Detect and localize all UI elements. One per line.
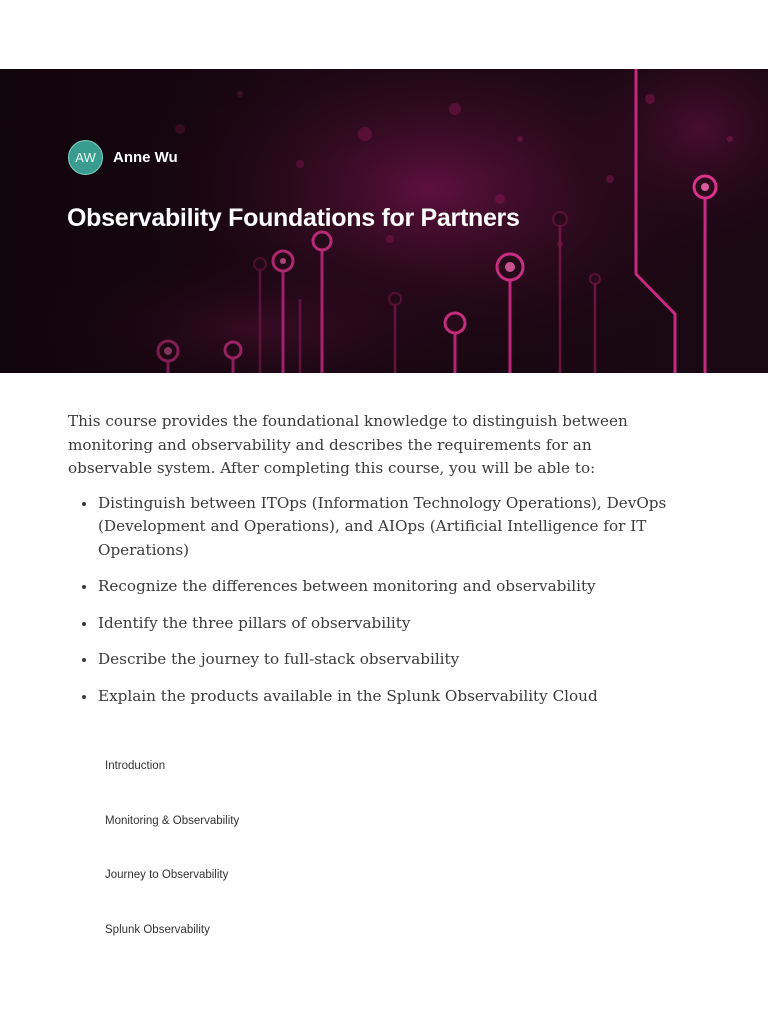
course-author <box>68 140 178 175</box>
lesson-link-introduction[interactable]: Introduction <box>105 760 166 772</box>
learning-objectives-list <box>68 492 678 709</box>
objective-item: Describe the journey to full-stack observability <box>98 648 678 672</box>
lesson-link-splunk-observability[interactable]: Splunk Observability <box>105 923 210 936</box>
objective-item: Identify the three pillars of observability <box>98 612 678 636</box>
lesson-link-journey-to-observability[interactable]: Journey to Observability <box>105 869 229 881</box>
lesson-link-monitoring-observability[interactable]: Monitoring & Observability <box>105 814 240 827</box>
objective-item: Distinguish between ITOps (Information Technology Operations), DevOps (Development and Operations), and AIOps (Artificial Intelligence for IT Operations) <box>98 492 678 563</box>
course-title: Observability Foundations for Partners <box>67 204 520 232</box>
objective-item: Explain the products available in the Splunk Observability Cloud <box>98 685 678 709</box>
author-avatar: AW <box>68 140 103 175</box>
course-description-section <box>68 410 678 721</box>
course-description: This course provides the foundational knowledge to distinguish between monitoring and observability and describes the requirements for an observable system. After completing this course, you will be able to: <box>68 412 628 477</box>
lesson-list <box>105 760 239 978</box>
course-hero-banner <box>0 69 768 373</box>
author-name: Anne Wu <box>113 149 178 166</box>
top-bar <box>0 0 768 69</box>
objective-item: Recognize the differences between monitoring and observability <box>98 575 678 599</box>
